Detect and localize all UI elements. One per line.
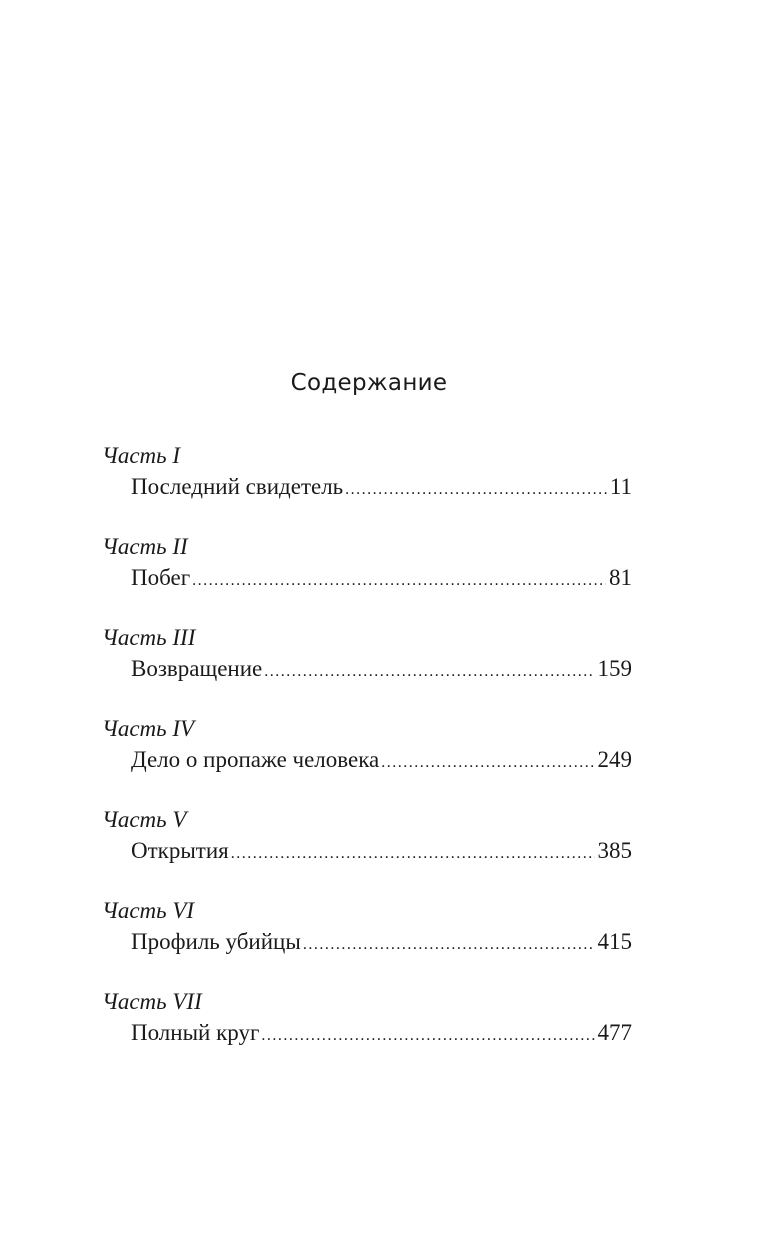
toc-entry — [131, 744, 632, 776]
toc-part — [102, 895, 632, 986]
toc-part — [102, 531, 632, 622]
chapter-title: Последний свидетель — [131, 474, 344, 499]
chapter-title: Полный круг — [131, 1020, 260, 1045]
chapter-title: Возвращение — [131, 656, 263, 681]
part-label: Часть IV — [102, 716, 195, 741]
part-label: Часть VII — [102, 989, 202, 1014]
toc-entry — [131, 835, 632, 867]
toc-entry — [131, 1017, 632, 1049]
part-label: Часть V — [102, 807, 187, 832]
chapter-title: Дело о пропаже человека — [131, 747, 380, 772]
chapter-title: Открытия — [131, 838, 229, 863]
toc-entry — [131, 562, 632, 594]
page-number: 249 — [597, 747, 632, 772]
contents-heading: Содержание — [290, 370, 448, 396]
part-label: Часть I — [102, 443, 181, 468]
page-number: 385 — [597, 838, 632, 863]
toc-part — [102, 622, 632, 713]
toc-part — [102, 440, 632, 531]
part-label: Часть VI — [102, 898, 195, 923]
table-of-contents — [102, 440, 632, 1077]
toc-entry — [131, 471, 632, 503]
page-number: 11 — [609, 474, 632, 499]
part-label: Часть III — [102, 625, 196, 650]
part-label: Часть II — [102, 534, 188, 559]
dot-leader — [192, 565, 606, 597]
chapter-title: Побег — [131, 565, 191, 590]
dot-leader — [345, 474, 607, 506]
dot-leader — [264, 656, 594, 688]
page-number: 477 — [597, 1020, 632, 1045]
page-number: 159 — [597, 656, 632, 681]
toc-part — [102, 986, 632, 1077]
dot-leader — [231, 838, 595, 870]
dot-leader — [303, 929, 595, 961]
toc-entry — [131, 653, 632, 685]
toc-part — [102, 804, 632, 895]
page-number: 81 — [609, 565, 632, 590]
toc-part — [102, 713, 632, 804]
toc-entry — [131, 926, 632, 958]
dot-leader — [381, 747, 594, 779]
dot-leader — [261, 1020, 594, 1052]
page-number: 415 — [597, 929, 632, 954]
chapter-title: Профиль убийцы — [131, 929, 301, 954]
